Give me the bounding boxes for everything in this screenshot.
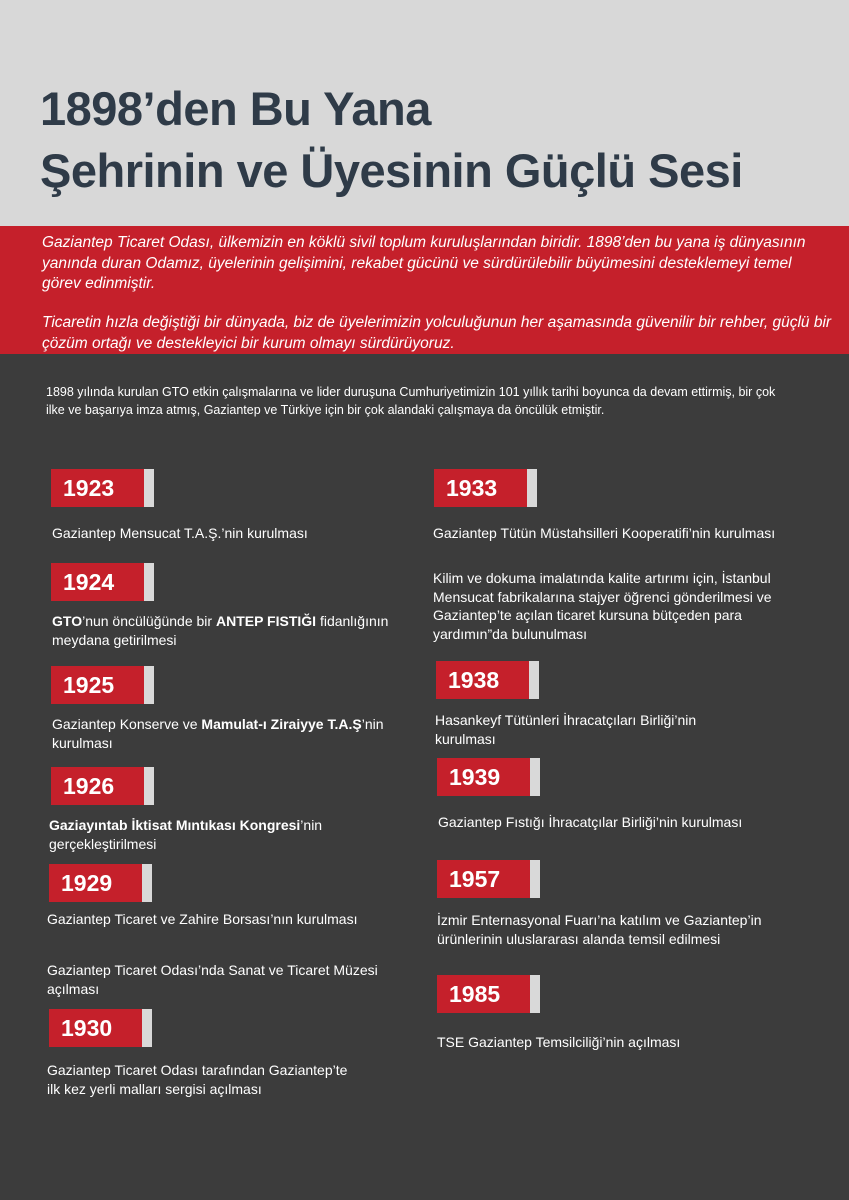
event-1985: TSE Gaziantep Temsilciliği’nin açılması bbox=[437, 1034, 681, 1050]
event-1923: Gaziantep Mensucat T.A.Ş.’nin kurulması bbox=[52, 525, 308, 541]
event-1924-bold-2: ANTEP FISTIĞI bbox=[215, 613, 317, 629]
event-1924-text-1: ’nun öncülüğünde bir bbox=[82, 613, 216, 629]
year-badge-1939: 1939 bbox=[437, 758, 540, 796]
intro-paragraph-2: Ticaretin hızla değiştiği bir dünyada, biz de üyelerimizin yolculuğunun her aşamasında güvenilir bir rehber, güçlü bir çözüm ortağı ve destekleyici bir kurum olmayı sürdürüyoruz. bbox=[42, 314, 832, 352]
year-badge-1930: 1930 bbox=[49, 1009, 152, 1047]
event-1925-bold-1: Mamulat-ı Ziraiyye T.A.Ş bbox=[201, 716, 362, 732]
year-badge-1985: 1985 bbox=[437, 975, 540, 1013]
event-1926-bold-1: Gaziayıntab İktisat Mıntıkası Kongresi bbox=[49, 817, 301, 833]
year-badge-1924: 1924 bbox=[51, 563, 154, 601]
event-1930: Gaziantep Ticaret Odası tarafından Gaziantep’te ilk kez yerli malları sergisi açılması bbox=[47, 1062, 348, 1097]
year-badge-1938: 1938 bbox=[436, 661, 539, 699]
lead-paragraph: 1898 yılında kurulan GTO etkin çalışmalarına ve lider duruşuna Cumhuriyetimizin 101 yıllık tarihi boyunca da devam ettirmiş, bir çok ilke ve başarıya imza atmış, Gaziantep ve Türkiye için bir çok alandaki çalışmaya da öncülük etmiştir. bbox=[46, 385, 776, 417]
event-1926-text-1: ’nin gerçekleştirilmesi bbox=[49, 817, 323, 852]
event-1929-a: Gaziantep Ticaret ve Zahire Borsası’nın kurulması bbox=[47, 911, 358, 927]
event-1957: İzmir Enternasyonal Fuarı’na katılım ve Gaziantep’in ürünlerinin uluslararası alanda temsil edilmesi bbox=[437, 912, 762, 947]
event-1933-a: Gaziantep Tütün Müstahsilleri Kooperatifi’nin kurulması bbox=[433, 525, 776, 541]
year-badge-1926: 1926 bbox=[51, 767, 154, 805]
event-1924-bold-1: GTO bbox=[52, 613, 83, 629]
event-1924 bbox=[52, 612, 397, 649]
event-1929-b: Gaziantep Ticaret Odası’nda Sanat ve Ticaret Müzesi açılması bbox=[47, 962, 378, 997]
title-line-1: 1898’den Bu Yana bbox=[40, 82, 431, 135]
event-1933-b: Kilim ve dokuma imalatında kalite artırımı için, İstanbul Mensucat fabrikalarına stajyer öğrenci gönderilmesi ve Gaziantep’te açılan ticaret kursuna bütçeden para yardımın”da bulunulması bbox=[433, 570, 772, 642]
year-badge-1925: 1925 bbox=[51, 666, 154, 704]
event-1925 bbox=[52, 715, 397, 752]
title-line-2: Şehrinin ve Üyesinin Güçlü Sesi bbox=[40, 144, 743, 197]
header-band bbox=[0, 0, 849, 226]
event-1938: Hasankeyf Tütünleri İhracatçıları Birliği’nin kurulması bbox=[435, 712, 697, 747]
event-1939: Gaziantep Fıstığı İhracatçılar Birliği’nin kurulması bbox=[438, 814, 743, 830]
event-1924-text-2: fidanlığının meydana getirilmesi bbox=[52, 613, 389, 648]
intro-paragraph-1: Gaziantep Ticaret Odası, ülkemizin en köklü sivil toplum kuruluşlarından biridir. 1898’den bu yana iş dünyasının yanında duran Odamız, üyelerinin gelişimini, rekabet gücünü ve sürdürülebilir büyümesini desteklemeyi temel görev edinmiştir. bbox=[42, 234, 806, 292]
year-badge-1929: 1929 bbox=[49, 864, 152, 902]
event-1926 bbox=[49, 816, 394, 853]
year-badge-1933: 1933 bbox=[434, 469, 537, 507]
year-badge-1957: 1957 bbox=[437, 860, 540, 898]
event-1925-text-1: Gaziantep Konserve ve bbox=[52, 716, 202, 732]
year-badge-1923: 1923 bbox=[51, 469, 154, 507]
page-title bbox=[40, 78, 743, 202]
event-1925-text-2: ’nin kurulması bbox=[52, 716, 384, 751]
